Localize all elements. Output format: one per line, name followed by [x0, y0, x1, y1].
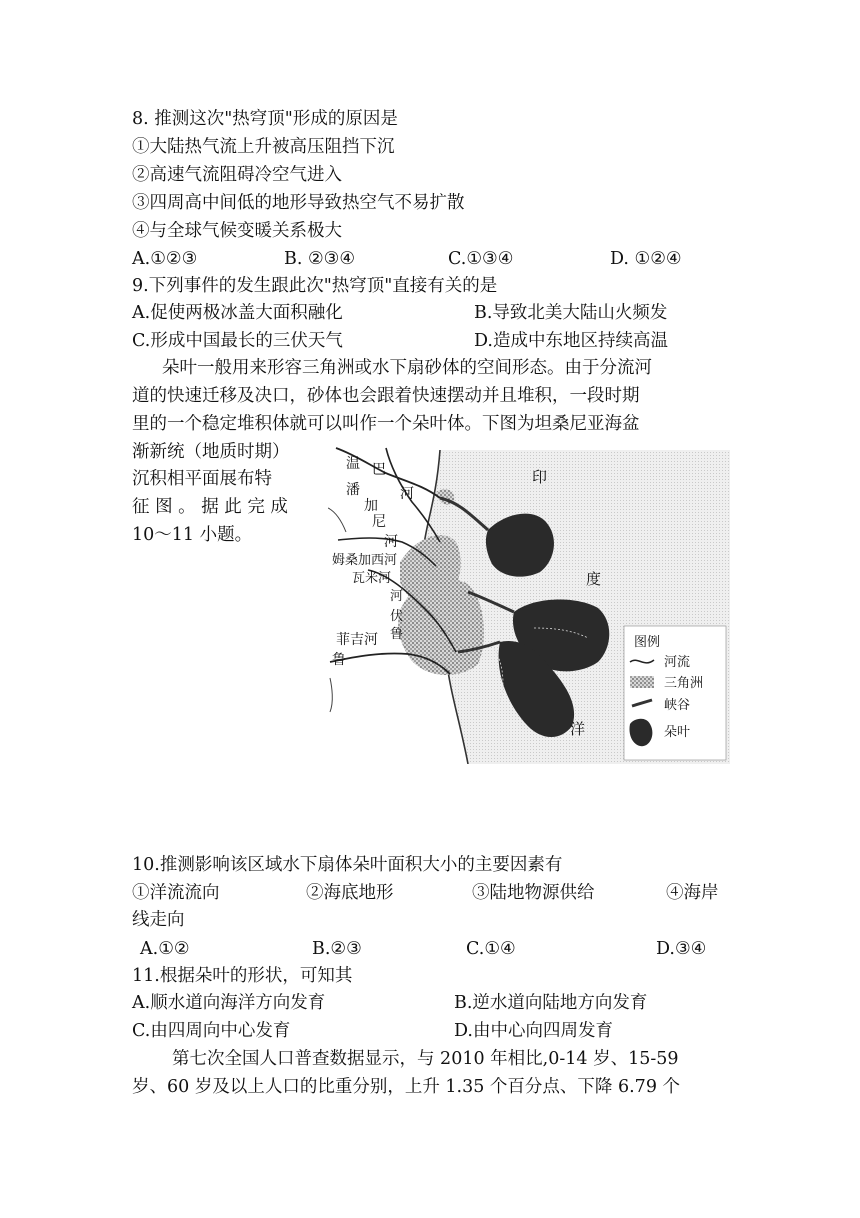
q10-option-a: A.①②	[140, 939, 190, 959]
q10-item-3: ③陆地物源供给	[472, 883, 595, 903]
map-label-rufiji: 菲吉河	[336, 632, 378, 648]
q10-item-1: ①洋流流向	[132, 883, 220, 903]
q8-item-4: ④与全球气候变暖关系极大	[132, 221, 342, 241]
map-label: 加	[364, 498, 378, 514]
q10-item-4: ④海岸	[666, 883, 719, 903]
passage1-line-3: 里的一个稳定堆积体就可以叫作一个朵叶体。下图为坦桑尼亚海盆	[132, 414, 640, 434]
legend-delta-label: 三角洲	[664, 676, 704, 691]
q8-option-a: A.①②③	[132, 249, 198, 269]
q10-option-c: C.①④	[466, 939, 516, 959]
q11-option-d: D.由中心向四周发育	[454, 1021, 613, 1041]
passage2-line-1: 第七次全国人口普查数据显示，与 2010 年相比,0-14 岁、15-59	[172, 1049, 679, 1069]
map-label: 鲁	[332, 652, 346, 668]
q11-option-a: A.顺水道向海洋方向发育	[132, 993, 326, 1013]
q11-option-c: C.由四周向中心发育	[132, 1021, 291, 1041]
q9-option-b: B.导致北美大陆山火频发	[474, 303, 668, 323]
map-label-ocean-2: 洋	[570, 720, 586, 738]
passage1-line-2: 道的快速迁移及决口，砂体也会跟着快速摆动并且堆积，一段时期	[132, 386, 640, 406]
q10-stem: 10.推测影响该区域水下扇体朵叶面积大小的主要因素有	[132, 855, 563, 875]
map-label: 尼	[372, 514, 386, 530]
map-label: 河	[384, 534, 398, 550]
map-label-msangasi: 姆桑加西河	[332, 553, 398, 568]
q10-item-4-wrap: 线走向	[132, 910, 185, 930]
map-label: 鲁	[390, 627, 404, 642]
q8-option-c: C.①③④	[448, 249, 514, 269]
q8-option-d: D. ①②④	[610, 249, 682, 269]
passage1-line-1: 朵叶一般用来形容三角洲或水下扇砂体的空间形态。由于分流河	[162, 358, 652, 378]
map-label: 巴	[372, 462, 386, 478]
q8-item-2: ②高速气流阻碍冷空气进入	[132, 165, 342, 185]
map-label-wami: 瓦米河	[352, 571, 392, 586]
q8-item-3: ③四周高中间低的地形导致热空气不易扩散	[132, 193, 465, 213]
q9-stem: 9.下列事件的发生跟此次"热穹顶"直接有关的是	[132, 276, 498, 296]
sediment-map	[328, 442, 730, 764]
q9-option-a: A.促使两极冰盖大面积融化	[132, 303, 343, 323]
q9-option-d: D.造成中东地区持续高温	[474, 331, 668, 351]
passage1-line-4: 渐新统（地质时期）	[132, 442, 290, 462]
q11-stem: 11.根据朵叶的形状，可知其	[132, 966, 353, 986]
passage1-side-3: 10～11 小题。	[132, 525, 253, 545]
legend-lobe-label: 朵叶	[664, 725, 691, 740]
q11-option-b: B.逆水道向陆地方向发育	[454, 993, 648, 1013]
q9-option-c: C.形成中国最长的三伏天气	[132, 331, 343, 351]
map-label: 潘	[346, 482, 360, 498]
legend-delta-icon	[630, 676, 654, 688]
map-label-ocean-1: 度	[586, 570, 602, 588]
q10-option-d: D.③④	[656, 939, 707, 959]
passage1-side-1: 沉积相平面展布特	[132, 469, 272, 489]
legend-canyon-label: 峡谷	[664, 698, 691, 713]
map-label-indian: 印	[532, 468, 548, 486]
legend-river-label: 河流	[664, 655, 691, 670]
map-label: 温	[346, 456, 360, 472]
passage2-line-2: 岁、60 岁及以上人口的比重分别，上升 1.35 个百分点、下降 6.79 个	[132, 1077, 681, 1097]
map-label: 河	[400, 486, 414, 502]
legend-title: 图例	[634, 635, 661, 650]
passage1-side-2: 征 图 。 据 此 完 成	[132, 497, 288, 517]
map-label: 伏	[390, 609, 404, 624]
q10-item-2: ②海底地形	[306, 883, 394, 903]
q10-option-b: B.②③	[312, 939, 362, 959]
q8-option-b: B. ②③④	[284, 249, 356, 269]
q8-stem: 8. 推测这次"热穹顶"形成的原因是	[132, 109, 398, 129]
map-label: 河	[390, 589, 404, 604]
q8-item-1: ①大陆热气流上升被高压阻挡下沉	[132, 137, 395, 157]
